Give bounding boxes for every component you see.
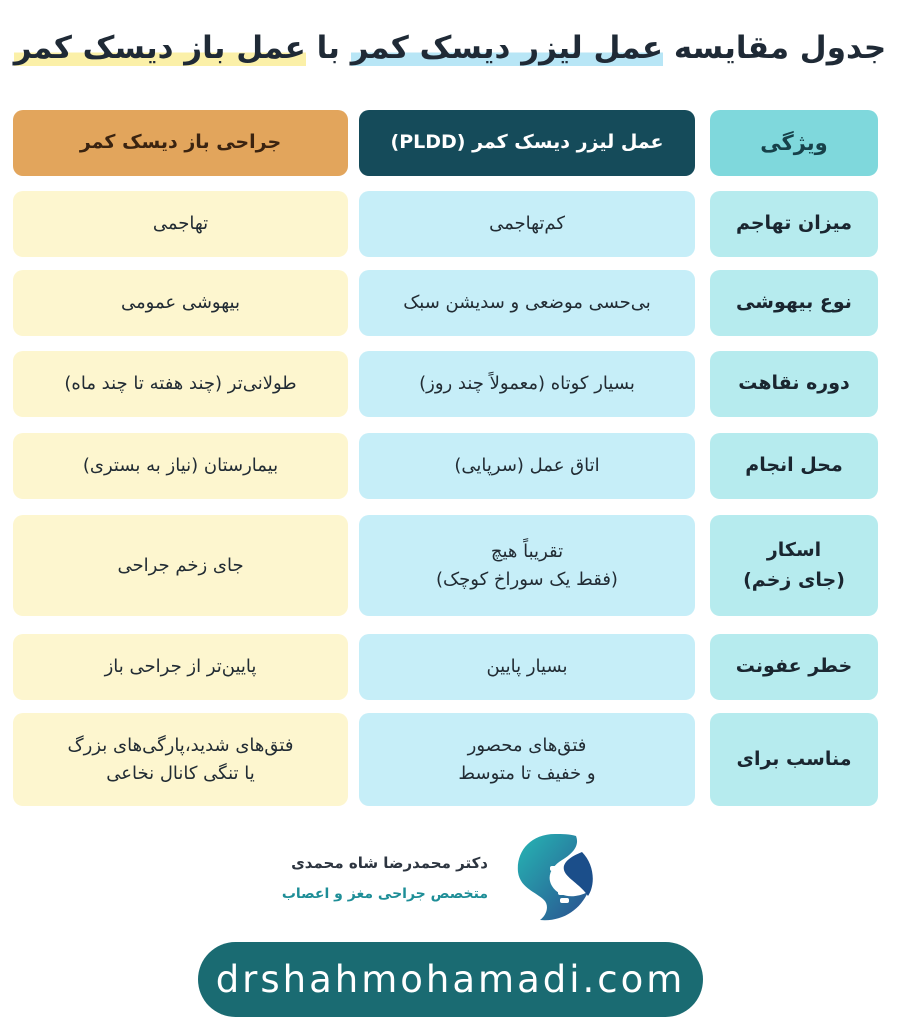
feature-cell: مناسب برای [710, 713, 878, 806]
doctor-name: دکتر محمدرضا شاه محمدی [291, 854, 488, 872]
feature-cell: میزان تهاجم [710, 191, 878, 257]
title-part-2: عمل لیزر دیسک کمر [350, 30, 664, 66]
title-part-4: عمل باز دیسک کمر [13, 30, 306, 66]
feature-cell: نوع بیهوشی [710, 270, 878, 336]
feature-cell: اسکار (جای زخم) [710, 515, 878, 616]
website-link[interactable]: drshahmohamadi.com [198, 942, 703, 1017]
laser-cell: بسیار پایین [359, 634, 695, 700]
page-title [0, 30, 900, 66]
spine-logo-icon [510, 830, 600, 925]
open-surgery-cell: طولانی‌تر (چند هفته تا چند ماه) [13, 351, 348, 417]
laser-cell: فتق‌های محصور و خفیف تا متوسط [359, 713, 695, 806]
feature-cell: خطر عفونت [710, 634, 878, 700]
open-surgery-cell: پایین‌تر از جراحی باز [13, 634, 348, 700]
feature-cell: دوره نقاهت [710, 351, 878, 417]
open-surgery-cell: تهاجمی [13, 191, 348, 257]
open-surgery-cell: بیهوشی عمومی [13, 270, 348, 336]
laser-cell: تقریباً هیچ (فقط یک سوراخ کوچک) [359, 515, 695, 616]
laser-cell: بی‌حسی موضعی و سدیشن سبک [359, 270, 695, 336]
feature-cell: محل انجام [710, 433, 878, 499]
header-open-surgery: جراحی باز دیسک کمر [13, 110, 348, 176]
laser-cell: اتاق عمل (سرپایی) [359, 433, 695, 499]
header-feature: ویژگی [710, 110, 878, 176]
title-part-3: با [305, 30, 351, 66]
open-surgery-cell: بیمارستان (نیاز به بستری) [13, 433, 348, 499]
open-surgery-cell: فتق‌های شدید،پارگی‌های بزرگ یا تنگی کانال نخاعی [13, 713, 348, 806]
open-surgery-cell: جای زخم جراحی [13, 515, 348, 616]
header-laser-surgery: عمل لیزر دیسک کمر (PLDD) [359, 110, 695, 176]
doctor-logo [281, 830, 600, 930]
doctor-specialty: متخصص جراحی مغز و اعصاب [281, 886, 488, 902]
laser-cell: کم‌تهاجمی [359, 191, 695, 257]
title-part-1: جدول مقایسه [663, 30, 887, 66]
laser-cell: بسیار کوتاه (معمولاً چند روز) [359, 351, 695, 417]
